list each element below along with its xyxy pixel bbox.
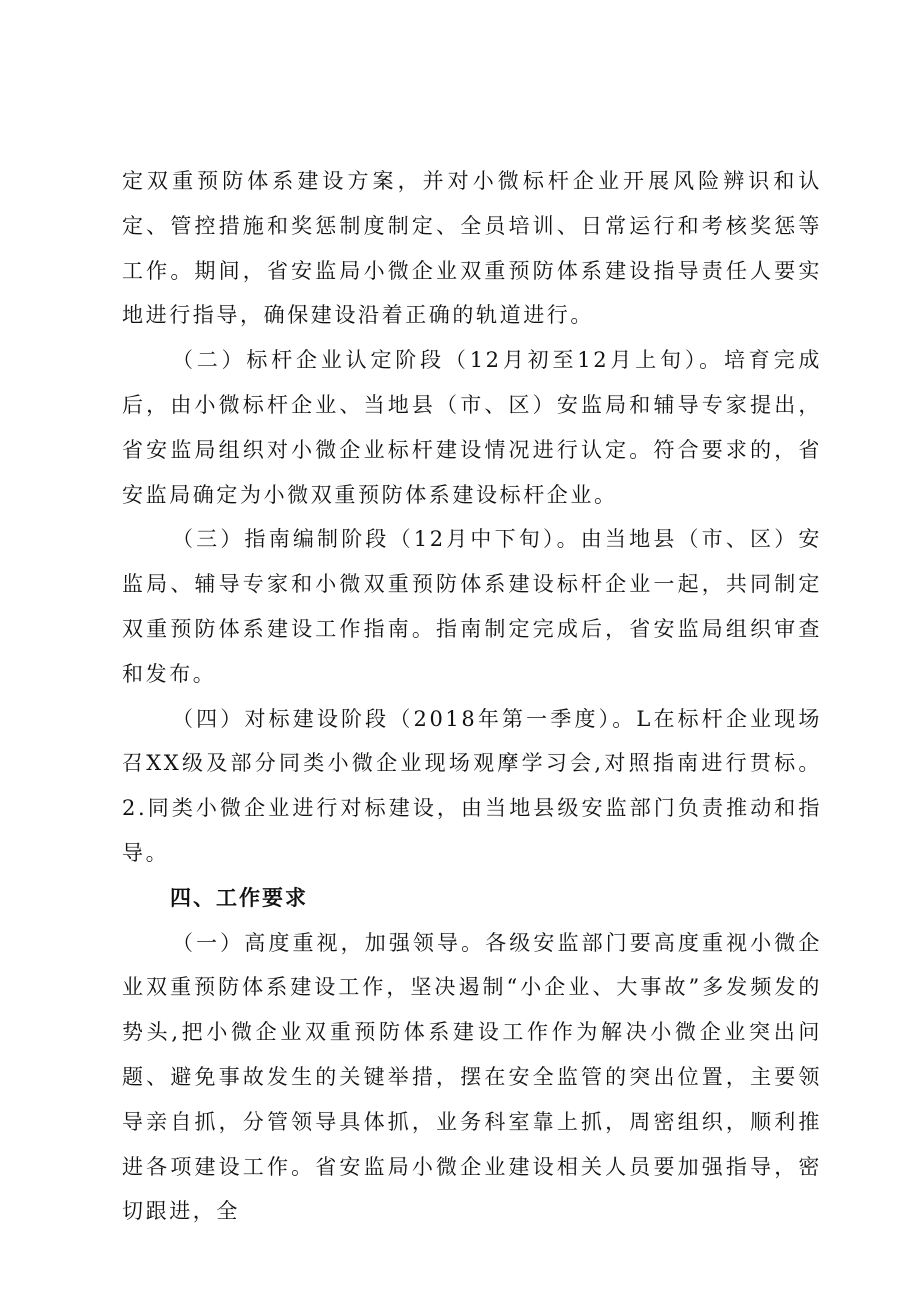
document-body bbox=[122, 159, 822, 1234]
paragraph-stage-2: （二）标杆企业认定阶段（12月初至12月上旬）。培育完成后，由小微标杆企业、当地县（市、区）安监局和辅导专家提出，省安监局组织对小微企业标杆建设情况进行认定。符合要求的，省安监局确定为小微双重预防体系建设标杆企业。 bbox=[122, 348, 822, 507]
paragraph-continuation: 定双重预防体系建设方案，并对小微标杆企业开展风险辨识和认定、管控措施和奖惩制度制定、全员培训、日常运行和考核奖惩等工作。期间，省安监局小微企业双重预防体系建设指导责任人要实地进行指导，确保建设沿着正确的轨道进行。 bbox=[122, 169, 822, 328]
section-heading: 四、工作要求 bbox=[170, 885, 308, 910]
paragraph-stage-4: （四）对标建设阶段（2018年第一季度）。L在标杆企业现场召XX级及部分同类小微企业现场观摩学习会,对照指南进行贯标。2.同类小微企业进行对标建设，由当地县级安监部门负责推动和指导。 bbox=[122, 706, 822, 865]
paragraph-stage-3: （三）指南编制阶段（12月中下旬）。由当地县（市、区）安监局、辅导专家和小微双重预防体系建设标杆企业一起，共同制定双重预防体系建设工作指南。指南制定完成后，省安监局组织审查和发布。 bbox=[122, 527, 822, 686]
paragraph-requirement-1: （一）高度重视，加强领导。各级安监部门要高度重视小微企业双重预防体系建设工作，坚决遏制“小企业、大事故”多发频发的势头,把小微企业双重预防体系建设工作作为解决小微企业突出问题、避免事故发生的关键举措，摆在安全监管的突出位置，主要领导亲自抓，分管领导具体抓，业务科室靠上抓，周密组织，顺利推进各项建设工作。省安监局小微企业建设相关人员要加强指导，密切跟进，全 bbox=[122, 930, 822, 1224]
